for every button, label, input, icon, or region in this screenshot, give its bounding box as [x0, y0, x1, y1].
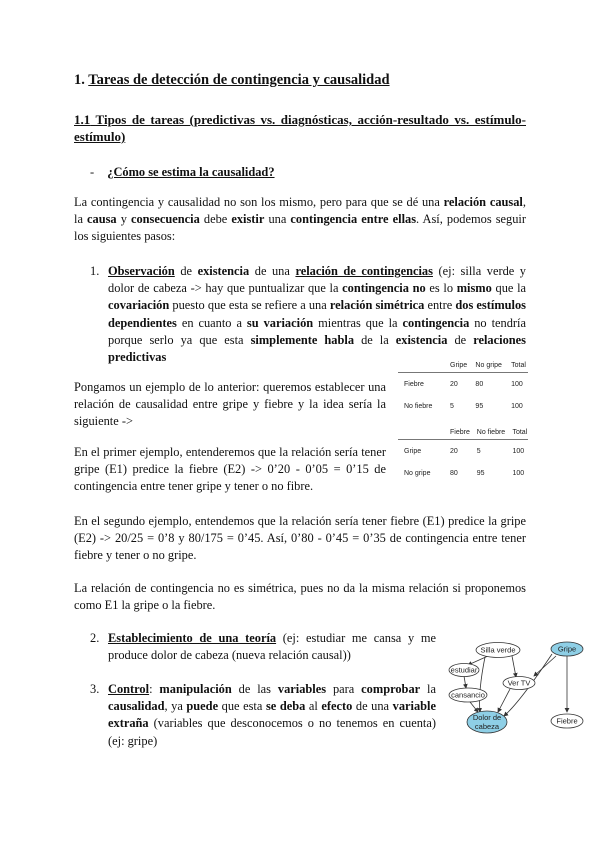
section-number: 1.: [74, 72, 85, 88]
example-intro: Pongamos un ejemplo de lo anterior: queremos establecer una relación de causalidad entre gripe y fiebre y la idea sería la siguiente ->: [74, 380, 386, 429]
causal-diagram: [440, 632, 590, 742]
step-3-number: 3.: [90, 682, 100, 696]
step-3-paragraph: Control: manipulación de las variables para comprobar la causalidad, ya puede que esta se deba al efecto de una variable extraña (variables que desconocemos o no tenemos en cuenta) (ej: gripe): [108, 682, 436, 748]
svg-text:Dolor de: Dolor de: [472, 713, 502, 722]
step-2-number: 2.: [90, 631, 100, 645]
section-title: [74, 72, 390, 89]
step-1-paragraph: Observación de existencia de una relación de contingencias (ej: silla verde y dolor de cabeza -> hay que puntualizar que la contingencia no es lo mismo que la covariación puesto que esta se refiere a una relación simétrica entre dos estímulos dependientes en cuanto a su variación mientras que la contingencia no tendría porque serlo ya que esta simplemente habla de la existencia de relaciones predictivas: [108, 264, 527, 365]
svg-text:Ver TV: Ver TV: [507, 678, 531, 688]
node-silla-verde: [476, 643, 520, 658]
contingency-table-1: [398, 358, 528, 417]
subsection-number: 1.1: [74, 112, 91, 127]
node-gripe: [551, 642, 583, 656]
edge-silla-dolor: [480, 657, 485, 712]
subsection-title-text: Tipos de tareas (predictivas vs. diagnósticas, acción-resultado vs. estímulo-estímulo): [74, 112, 526, 144]
node-fiebre: [551, 714, 583, 728]
node-ver-tv: [503, 677, 535, 690]
contingency-table-2: [398, 425, 528, 484]
svg-text:estudiar: estudiar: [450, 665, 478, 675]
svg-text:cabeza: cabeza: [474, 722, 500, 731]
edge-silla-vertv: [512, 656, 516, 677]
bullet-text: ¿Cómo se estima la causalidad?: [107, 165, 275, 179]
table-row: No fiebre 5 95 100: [404, 402, 523, 410]
svg-text:Silla verde: Silla verde: [480, 645, 516, 655]
step-2-paragraph: Establecimiento de una teoría (ej: estudiar me cansa y me produce dolor de cabeza (nueva relación causal)): [108, 631, 437, 663]
section-title-text: Tareas de detección de contingencia y causalidad: [88, 72, 390, 88]
step-1-number: 1.: [90, 264, 100, 278]
svg-text:Gripe: Gripe: [557, 644, 577, 654]
edge-gripe-vertv: [534, 656, 556, 676]
bullet-marker: -: [90, 165, 95, 179]
node-cansancio: [449, 688, 487, 702]
example-2-paragraph: En el segundo ejemplo, entendemos que la relación sería tener fiebre (E1) predice la gripe (E2) -> 20/25 = 0’8 y 80/175 = 0’45. Así, 0’80 - 0’45 = 0’35 de contingencia entre tener fiebre y tener o no gripe.: [74, 514, 526, 563]
edge-vertv-dolor: [498, 689, 510, 712]
table-row: Fiebre 20 80 100: [404, 380, 523, 388]
table-row: Gripe 20 5 100: [404, 447, 525, 455]
node-estudiar: [449, 664, 479, 677]
svg-text:cansancio: cansancio: [451, 690, 485, 700]
conclusion-paragraph: La relación de contingencia no es simétrica, pues no da la misma relación si proponemos como E1 la gripe o la fiebre.: [74, 581, 526, 613]
edge-estudiar-cansancio: [464, 676, 466, 688]
subsection-title: [74, 111, 526, 145]
edge-cansancio-dolor: [470, 702, 478, 712]
node-dolor-de-cabeza: [467, 711, 507, 733]
table-header-row: Gripe No gripe Total: [398, 358, 528, 373]
table-row: No gripe 80 95 100: [404, 469, 525, 477]
svg-text:Fiebre: Fiebre: [556, 716, 578, 726]
bullet-question: [90, 164, 275, 181]
table-header-row: Fiebre No fiebre Total: [398, 425, 528, 440]
intro-paragraph: La contingencia y causalidad no son los mismo, pero para que se dé una relación causal, la causa y consecuencia debe existir una contingencia entre ellas. Así, podemos seguir los siguientes pasos:: [74, 195, 526, 244]
example-1-paragraph: En el primer ejemplo, entenderemos que la relación sería tener gripe (E1) predice la fiebre (E2) -> 0’20 - 0’05 = 0’15 de contingencia entre tener gripe y tener o no fibre.: [74, 445, 386, 494]
